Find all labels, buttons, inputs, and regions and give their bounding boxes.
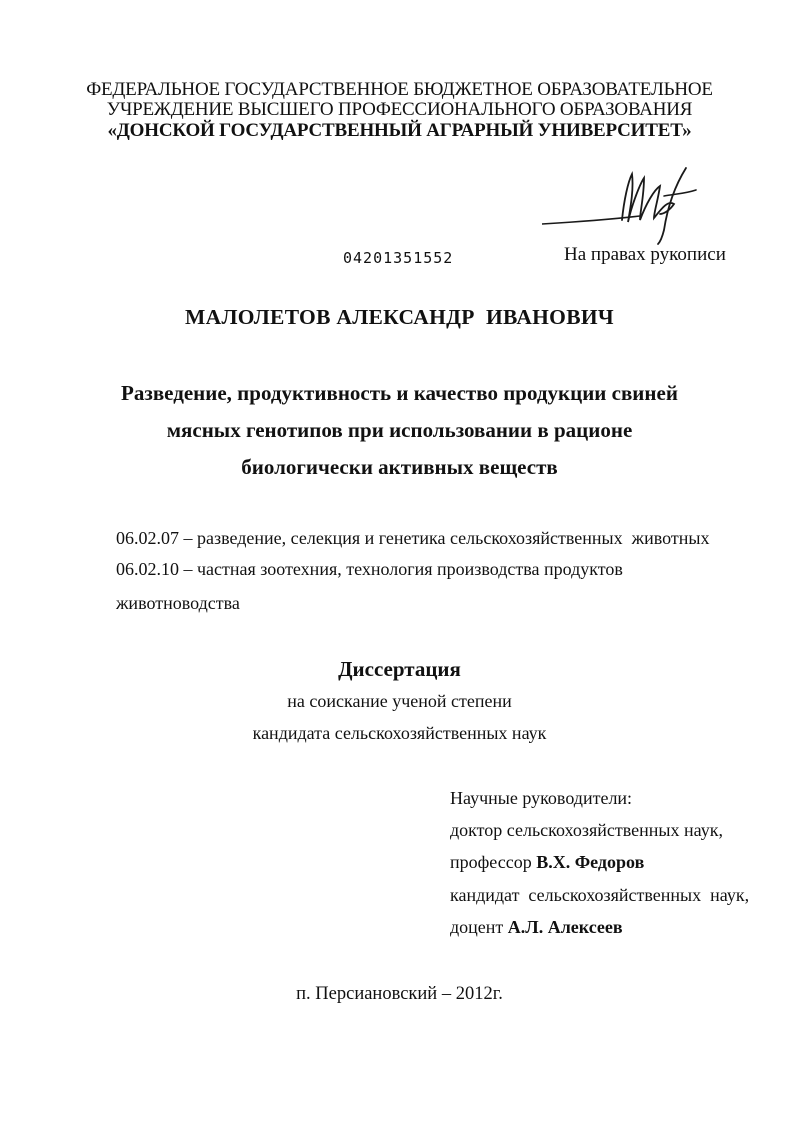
author-name: МАЛОЛЕТОВ АЛЕКСАНДР ИВАНОВИЧ <box>185 305 614 329</box>
dissertation-title-line-3: биологически активных веществ <box>241 455 558 479</box>
specialty-line-1: 06.02.07 – разведение, селекция и генетика сельскохозяйственных животных <box>116 528 710 548</box>
dissertation-title-line-2: мясных генотипов при использовании в рационе <box>166 418 633 442</box>
specialty-line-3: животноводства <box>116 593 240 613</box>
supervisor-1-name: В.Х. Федоров <box>536 852 645 872</box>
degree-line-1: на соискание ученой степени <box>287 691 512 711</box>
supervisor-1-degree: доктор сельскохозяйственных наук, <box>450 820 723 840</box>
registry-number: 04201351552 <box>343 249 454 267</box>
supervisor-2-degree: кандидат сельскохозяйственных наук, <box>450 885 750 905</box>
manuscript-note: На правах рукописи <box>564 244 726 265</box>
supervisor-2 <box>450 917 623 938</box>
document-type: Диссертация <box>338 657 461 681</box>
institution-line-2: УЧРЕЖДЕНИЕ ВЫСШЕГО ПРОФЕССИОНАЛЬНОГО ОБРАЗОВАНИЯ <box>106 99 693 120</box>
supervisor-1 <box>450 852 644 873</box>
supervisors-heading: Научные руководители: <box>450 788 633 808</box>
degree-line-2: кандидата сельскохозяйственных наук <box>252 723 547 743</box>
specialty-line-2: 06.02.10 – частная зоотехния, технология производства продуктов <box>116 559 623 579</box>
signature-image <box>536 160 716 250</box>
institution-line-3: «ДОНСКОЙ ГОСУДАРСТВЕННЫЙ АГРАРНЫЙ УНИВЕРСИТЕТ» <box>107 120 692 141</box>
supervisor-2-name: А.Л. Алексеев <box>507 917 623 937</box>
supervisor-2-rank: доцент <box>450 917 504 937</box>
place-and-year: п. Персиановский – 2012г. <box>296 984 503 1004</box>
dissertation-title-line-1: Разведение, продуктивность и качество продукции свиней <box>121 381 678 405</box>
supervisor-1-rank: профессор <box>450 852 532 872</box>
institution-line-1: ФЕДЕРАЛЬНОЕ ГОСУДАРСТВЕННОЕ БЮДЖЕТНОЕ ОБРАЗОВАТЕЛЬНОЕ <box>86 79 713 100</box>
